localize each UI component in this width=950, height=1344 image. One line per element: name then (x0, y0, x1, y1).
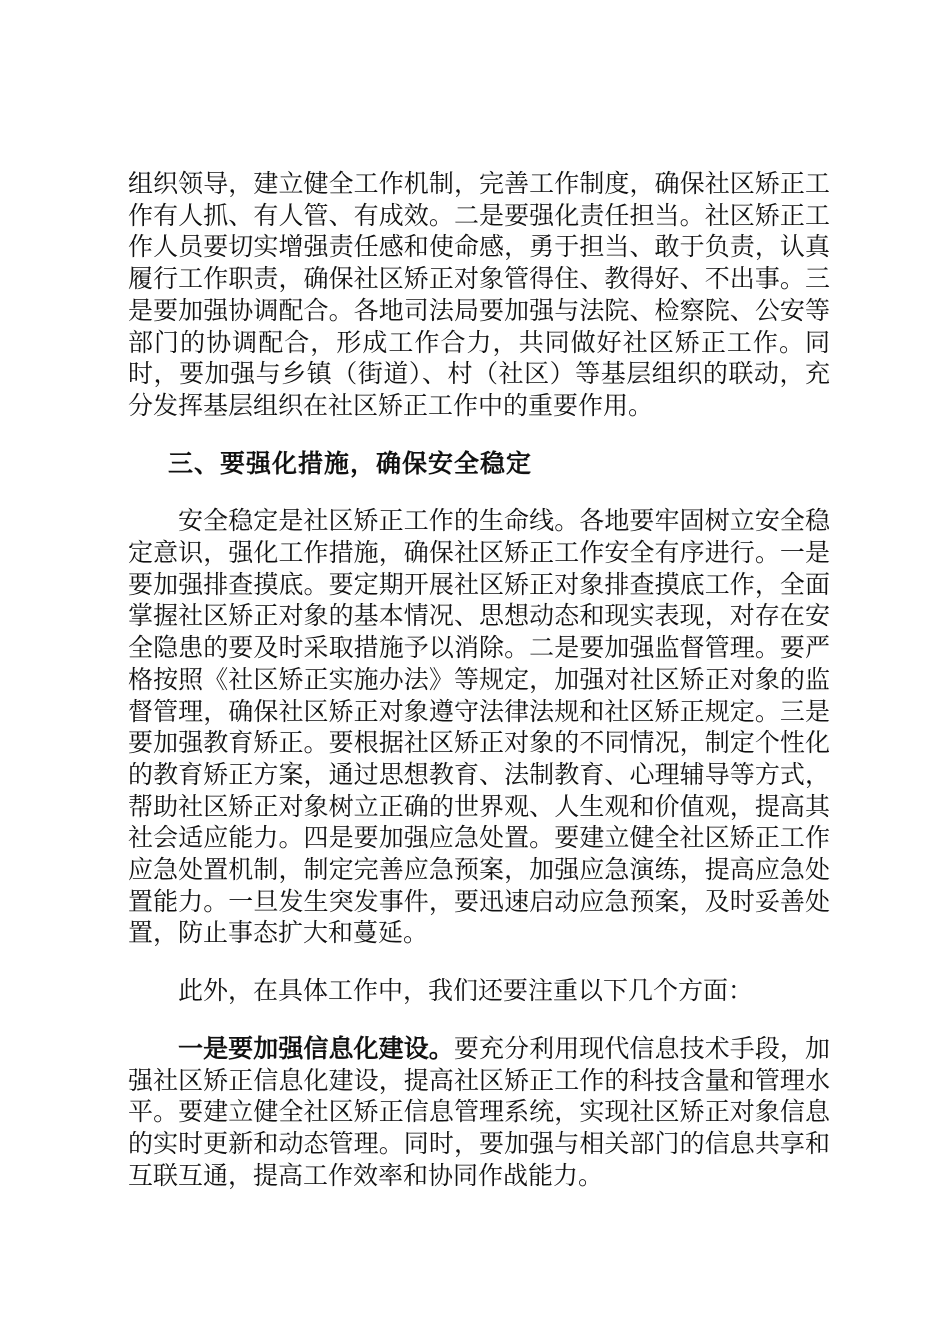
paragraph-safety-stability: 安全稳定是社区矫正工作的生命线。各地要牢固树立安全稳定意识，强化工作措施，确保社区矫正工作安全有序进行。一是要加强排查摸底。要定期开展社区矫正对象排查摸底工作，全面掌握社区矫正对象的基本情况、思想动态和现实表现，对存在安全隐患的要及时采取措施予以消除。二是要加强监督管理。要严格按照《社区矫正实施办法》等规定，加强对社区矫正对象的监督管理，确保社区矫正对象遵守法律法规和社区矫正规定。三是要加强教育矫正。要根据社区矫正对象的不同情况，制定个性化的教育矫正方案，通过思想教育、法制教育、心理辅导等方式，帮助社区矫正对象树立正确的世界观、人生观和价值观，提高其社会适应能力。四是要加强应急处置。要建立健全社区矫正工作应急处置机制，制定完善应急预案，加强应急演练，提高应急处置能力。一旦发生突发事件，要迅速启动应急预案，及时妥善处置，防止事态扩大和蔓延。 (128, 506, 830, 948)
paragraph-lead-text: 一是要加强信息化建设。 (178, 1033, 454, 1063)
paragraph-continuation: 组织领导，建立健全工作机制，完善工作制度，确保社区矫正工作有人抓、有人管、有成效。二是要强化责任担当。社区矫正工作人员要切实增强责任感和使命感，勇于担当、敢于负责，认真履行工作职责，确保社区矫正对象管得住、教得好、不出事。三是要加强协调配合。各地司法局要加强与法院、检察院、公安等部门的协调配合，形成工作合力，共同做好社区矫正工作。同时，要加强与乡镇（街道）、村（社区）等基层组织的联动，充分发挥基层组织在社区矫正工作中的重要作用。 (128, 169, 830, 420)
paragraph-body-text: 要充分利用现代信息技术手段，加强社区矫正信息化建设，提高社区矫正工作的科技含量和管理水平。要建立健全社区矫正信息管理系统，实现社区矫正对象信息的实时更新和动态管理。同时，要加强与相关部门的信息共享和互联互通，提高工作效率和协同作战能力。 (128, 1033, 830, 1190)
paragraph-informatization (128, 1033, 830, 1192)
paragraph-additional-aspects: 此外，在具体工作中，我们还要注重以下几个方面： (178, 976, 754, 1006)
document-page (128, 168, 830, 1217)
section-heading-3: 三、要强化措施，确保安全稳定 (168, 448, 533, 478)
